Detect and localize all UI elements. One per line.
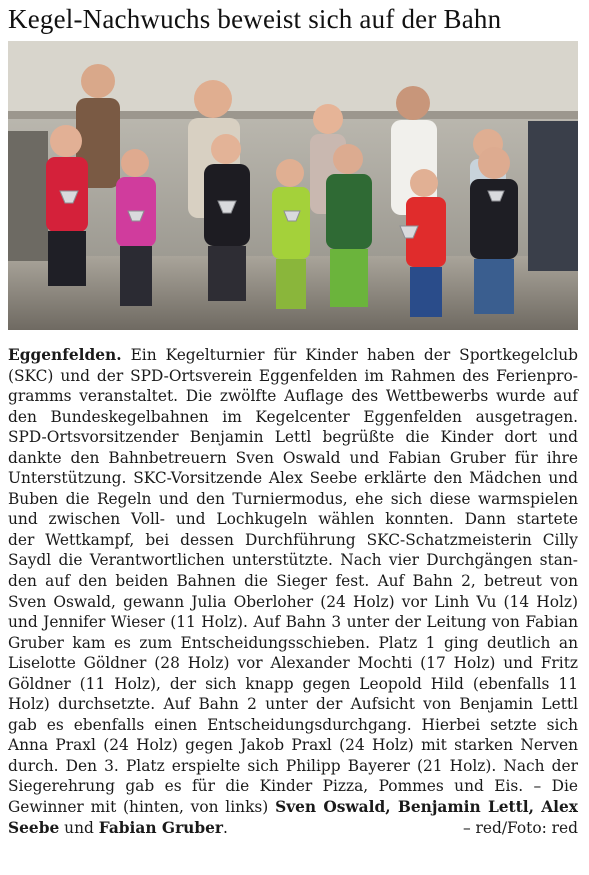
article-line bbox=[8, 509, 578, 530]
article-line bbox=[8, 715, 578, 736]
text-segment: und zwischen Voll- und Lochkugeln wählen konnten. Dann startete bbox=[8, 510, 578, 529]
text-segment: Buben die Regeln und den Turniermodus, ehe sich diese warmspielen bbox=[8, 489, 578, 508]
text-segment: Gruber kam es zum Entscheidungsschieben. Platz 1 ging deutlich an bbox=[8, 633, 578, 652]
article-line bbox=[8, 653, 578, 674]
group-photo bbox=[8, 41, 578, 330]
article-line bbox=[8, 468, 578, 489]
article-line bbox=[8, 571, 578, 592]
text-segment: und Jennifer Wieser (11 Holz). Auf Bahn 3 unter der Leitung von Fabian bbox=[8, 613, 578, 632]
text-segment: dankte den Bahnbetreuern Sven Oswald und Fabian Gruber für ihre bbox=[8, 448, 578, 467]
text-segment: Unterstützung. SKC-Vorsitzende Alex Seebe erklärte den Mädchen und bbox=[8, 469, 578, 488]
bold-text: Seebe bbox=[8, 818, 60, 837]
text-segment: der Wettkampf, bei dessen Durchführung SKC-Schatzmeisterin Cilly bbox=[8, 530, 578, 549]
text-segment: Anna Praxl (24 Holz) gegen Jakob Praxl (24 Holz) mit starken Nerven bbox=[8, 736, 578, 755]
article-line bbox=[8, 345, 578, 366]
text-segment: und bbox=[59, 818, 99, 837]
article-line bbox=[8, 776, 578, 797]
text-segment: gramms veranstaltet. Die zwölfte Auflage des Wettbewerbs wurde auf bbox=[8, 387, 578, 406]
article-line bbox=[8, 674, 578, 695]
photo-credit: – red/Foto: red bbox=[462, 818, 578, 837]
article-line bbox=[8, 694, 578, 715]
article-line bbox=[8, 366, 578, 387]
article-line bbox=[8, 427, 578, 448]
article-line bbox=[8, 489, 578, 510]
text-segment: (SKC) und der SPD-Ortsverein Eggenfelden im Rahmen des Ferienpro- bbox=[8, 366, 578, 385]
text-segment: Siegerehrung gab es für die Kinder Pizza, Pommes und Eis. – Die bbox=[8, 777, 578, 796]
text-segment: Göldner (11 Holz), der sich knapp gegen Leopold Hild (ebenfalls 11 bbox=[8, 674, 578, 693]
article-line bbox=[8, 448, 578, 469]
text-segment: durch. Den 3. Platz erspielte sich Philipp Bayerer (21 Holz). Nach der bbox=[8, 756, 578, 775]
text-segment: den Bundeskegelbahnen im Kegelcenter Eggenfelden ausgetragen. bbox=[8, 407, 578, 426]
article-line bbox=[8, 592, 578, 613]
text-segment: den auf den beiden Bahnen die Sieger fest. Auf Bahn 2, betreut von bbox=[8, 572, 578, 591]
text-segment: SPD-Ortsvorsitzender Benjamin Lettl begrüßte die Kinder dort und bbox=[8, 428, 578, 447]
article-line bbox=[8, 735, 578, 756]
article-line bbox=[8, 756, 578, 777]
article-line bbox=[8, 550, 578, 571]
article-line bbox=[8, 612, 578, 633]
text-segment: Ein Kegelturnier für Kinder haben der Sportkegelclub bbox=[121, 346, 578, 364]
bold-text: Fabian Gruber bbox=[98, 818, 224, 837]
text-segment: Sven Oswald, gewann Julia Oberloher (24 Holz) vor Linh Vu (14 Holz) bbox=[8, 592, 578, 611]
article-line bbox=[8, 797, 578, 818]
article-line bbox=[8, 530, 578, 551]
text-segment: Holz) durchsetzte. Auf Bahn 2 unter der Aufsicht von Benjamin Lettl bbox=[8, 695, 578, 714]
headline: Kegel-Nachwuchs beweist sich auf der Bahn bbox=[8, 4, 502, 34]
article-line bbox=[8, 407, 578, 428]
article-line bbox=[8, 633, 578, 654]
bold-text: Eggenfelden. bbox=[8, 346, 122, 364]
text-segment: Gewinner mit (hinten, von links) bbox=[8, 798, 276, 817]
text-segment: Liselotte Göldner (28 Holz) vor Alexander Mochti (17 Holz) und Fritz bbox=[8, 654, 578, 673]
text-segment: . bbox=[223, 818, 228, 837]
text-segment: gab es ebenfalls einen Entscheidungsdurchgang. Hierbei setzte sich bbox=[8, 715, 578, 734]
group-photo-image bbox=[8, 41, 578, 330]
bold-text: Sven Oswald, Benjamin Lettl, Alex bbox=[275, 798, 578, 817]
text-segment: Saydl die Verantwortlichen unterstützte. Nach vier Durchgängen stan- bbox=[8, 551, 578, 570]
article-body bbox=[8, 345, 578, 838]
article-line bbox=[8, 386, 578, 407]
article-line bbox=[8, 818, 578, 839]
